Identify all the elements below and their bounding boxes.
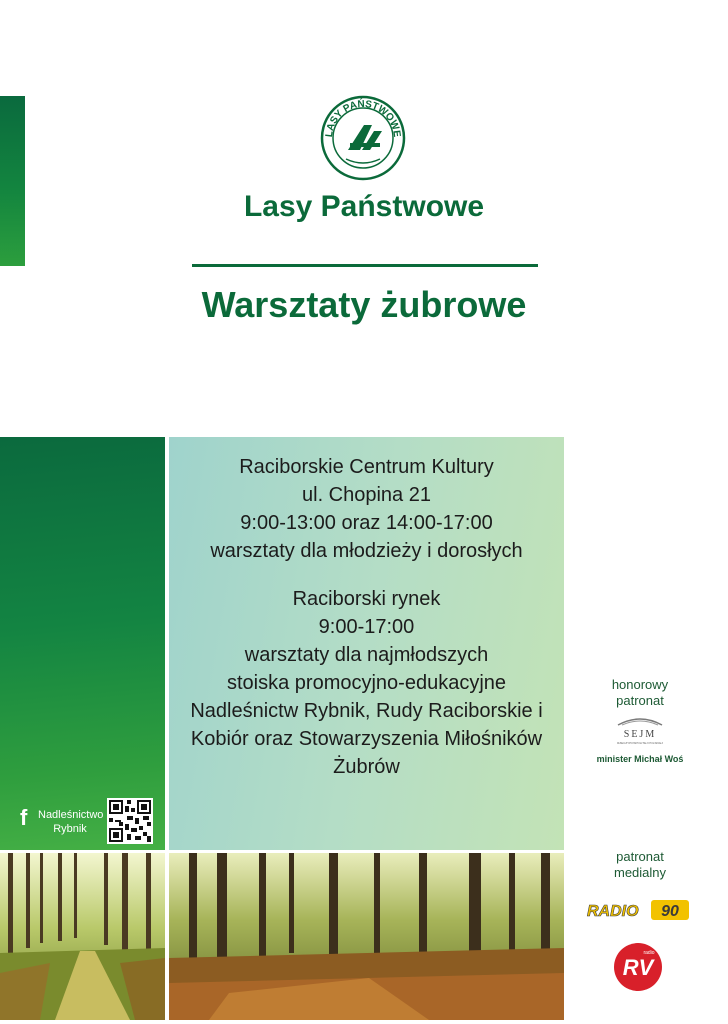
brand-name: Lasy Państwowe	[243, 190, 485, 223]
sejm-logo	[614, 713, 666, 749]
minister-name: minister Michał Woś	[596, 754, 684, 764]
info-line: ul. Chopina 21	[302, 484, 431, 506]
info-line: Żubrów	[333, 756, 400, 778]
facebook-label-line: Nadleśnictwo	[38, 809, 104, 821]
qr-code	[107, 798, 153, 844]
autumn-forest-photo	[169, 853, 564, 1020]
info-line: warsztaty dla najmłodszych	[244, 644, 489, 666]
logo-text: LASY PAŃSTWOWE	[323, 98, 403, 138]
lasy-panstwowe-logo	[320, 95, 406, 181]
forest-path-photo	[0, 853, 165, 1020]
radio-90-logo-text: RADIO	[587, 903, 639, 920]
info-line: Raciborski rynek	[292, 588, 441, 610]
honorary-patronage-label	[590, 677, 690, 709]
event-info-panel	[169, 437, 564, 850]
honorary-line: patronat	[616, 693, 664, 708]
media-line: patronat	[616, 849, 664, 864]
radio-90-logo	[585, 898, 691, 922]
sejm-logo-subtext: RZECZYPOSPOLITEJ POLSKIEJ	[617, 741, 663, 745]
venue-block-culture-center	[169, 453, 564, 565]
green-side-panel	[0, 437, 165, 850]
media-patronage-label	[590, 849, 690, 881]
rv-logo-text: RV	[622, 955, 654, 980]
radio-rv-logo	[612, 941, 664, 993]
info-line: Raciborskie Centrum Kultury	[239, 456, 494, 478]
title-divider	[192, 264, 538, 267]
sejm-logo-text: SEJM	[623, 729, 657, 740]
rv-logo-small-text: radio	[643, 950, 655, 956]
left-accent-strip	[0, 96, 25, 266]
facebook-page-label[interactable]	[38, 808, 102, 836]
info-line: 9:00-13:00 oraz 14:00-17:00	[240, 512, 493, 534]
info-line: 9:00-17:00	[318, 616, 415, 638]
facebook-label-line: Rybnik	[53, 823, 87, 835]
info-line: Kobiór oraz Stowarzyszenia Miłośników	[190, 728, 543, 750]
facebook-icon[interactable]: f	[20, 805, 28, 830]
info-line: warsztaty dla młodzieży i dorosłych	[210, 540, 523, 562]
media-line: medialny	[613, 865, 667, 880]
venue-block-market	[169, 585, 564, 781]
radio-90-logo-number: 90	[661, 903, 679, 920]
info-line: stoiska promocyjno-edukacyjne	[226, 672, 507, 694]
page-title: Warsztaty żubrowe	[201, 284, 527, 325]
honorary-line: honorowy	[611, 677, 669, 692]
info-line: Nadleśnictw Rybnik, Rudy Raciborskie i	[190, 700, 543, 722]
